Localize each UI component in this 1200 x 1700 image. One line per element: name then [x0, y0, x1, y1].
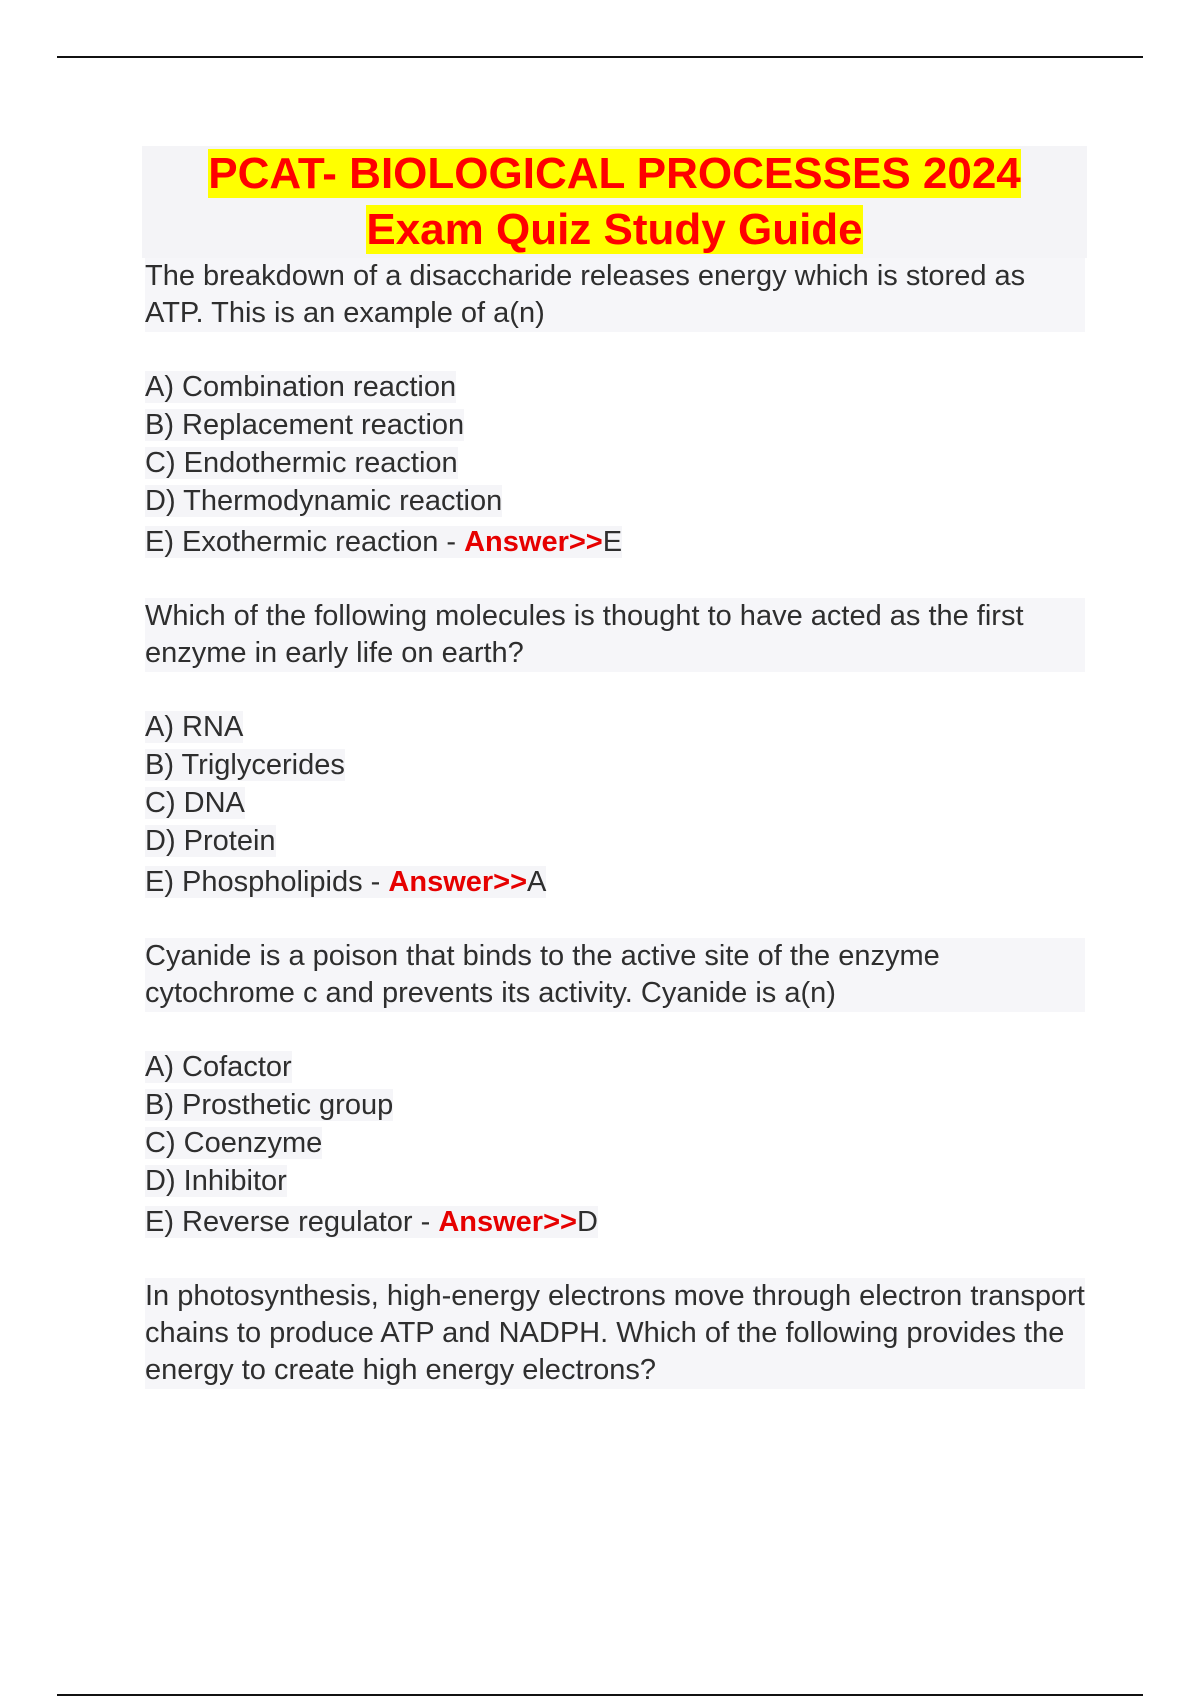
option-c: C) Endothermic reaction	[145, 447, 458, 479]
answer-value: A	[527, 866, 547, 898]
question-text: In photosynthesis, high-energy electrons move through electron transport chains to produce ATP and NADPH. Which of the following provides the energy to create high energy electrons?	[145, 1278, 1085, 1389]
title-line-2: Exam Quiz Study Guide	[366, 205, 863, 254]
option-a: A) RNA	[145, 711, 244, 743]
option-e: E) Reverse regulator - Answer>>D	[145, 1206, 598, 1238]
option-e: E) Phospholipids - Answer>>A	[145, 866, 547, 898]
question-text: Cyanide is a poison that binds to the active site of the enzyme cytochrome c and prevents its activity. Cyanide is a(n)	[145, 938, 1085, 1012]
answer-value: E	[602, 526, 623, 558]
option-b: B) Triglycerides	[145, 749, 345, 781]
option-a: A) Combination reaction	[145, 371, 457, 403]
option-d: D) Thermodynamic reaction	[145, 485, 503, 517]
option-a: A) Cofactor	[145, 1051, 292, 1083]
option-c: C) Coenzyme	[145, 1127, 323, 1159]
bottom-rule	[57, 1694, 1143, 1696]
option-list	[145, 708, 1090, 904]
option-c: C) DNA	[145, 787, 245, 819]
title-line-1: PCAT- BIOLOGICAL PROCESSES 2024	[208, 149, 1021, 198]
option-b: B) Prosthetic group	[145, 1089, 394, 1121]
question-text: The breakdown of a disaccharide releases energy which is stored as ATP. This is an example of a(n)	[145, 258, 1085, 332]
question-1	[145, 258, 1090, 564]
option-list	[145, 368, 1090, 564]
question-3	[145, 938, 1090, 1244]
option-b: B) Replacement reaction	[145, 409, 465, 441]
top-rule	[57, 56, 1143, 58]
question-4	[145, 1278, 1090, 1389]
option-e: E) Exothermic reaction - Answer>>E	[145, 526, 623, 558]
option-d: D) Protein	[145, 825, 276, 857]
option-d: D) Inhibitor	[145, 1165, 287, 1197]
answer-label: Answer>>	[438, 1206, 577, 1238]
document-title	[142, 146, 1087, 258]
question-text: Which of the following molecules is thought to have acted as the first enzyme in early life on earth?	[145, 598, 1085, 672]
question-2	[145, 598, 1090, 904]
answer-value: D	[576, 1206, 598, 1238]
answer-label: Answer>>	[388, 866, 528, 898]
answer-label: Answer>>	[464, 526, 603, 558]
option-list	[145, 1048, 1090, 1244]
document-page	[145, 146, 1090, 1423]
